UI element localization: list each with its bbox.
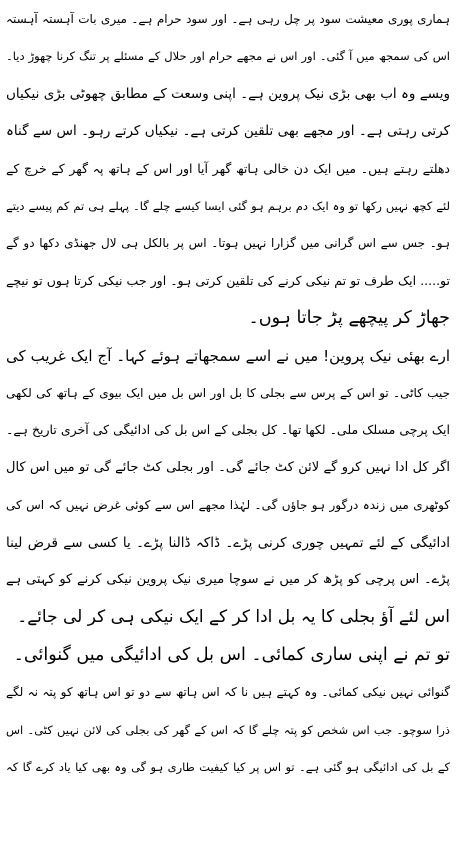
text-line: جھاڑ کر پیچھے پڑ جاتا ہوں۔ xyxy=(248,308,450,329)
text-line: ارے بھئی نیک پروین! میں نے اسے سمجھاتے ہوئے کہا۔ آج ایک غریب کی xyxy=(6,346,450,365)
text-line: ویسے وہ اب بھی بڑی نیک پروین ہے۔ اپنی وسعت کے مطابق چھوٹی بڑی نیکیاں xyxy=(6,85,450,102)
text-line: اس لئے آؤ بجلی کا یہ بل ادا کر کے ایک نیکی ہی کر لی جائے۔ xyxy=(17,607,450,628)
text-line: اس کی سمجھ میں آ گئی۔ اور اس نے مجھے حرام اور حلال کے مسئلے پر تنگ کرنا چھوڑ دیا۔ xyxy=(6,49,450,64)
text-line: ایک پرچی مسلک ملی۔ لکھا تھا۔ کل بجلی کے اس بل کی ادائیگی کی آخری تاریخ ہے۔ xyxy=(6,422,450,438)
text-line: دھلتے رہتے ہیں۔ میں ایک دن خالی ہاتھ گھر آیا اور اس کے ہاتھ پہ گھر کے خرچ کے xyxy=(6,160,450,176)
urdu-text-page xyxy=(6,0,450,858)
text-line: ذرا سوچو۔ جب اس شخص کو پتہ چلے گا کہ اس کے گھر کی بجلی کی لائن نہیں کٹی۔ اس xyxy=(6,722,450,737)
text-line: کرتی رہتی ہے۔ اور مجھے بھی تلقین کرتی ہے۔ نیکیاں کرتے رہو۔ اس سے گناہ xyxy=(6,123,450,140)
text-line: کے بل کی ادائیگی ہو گئی ہے۔ تو اس پر کیا کیفیت طاری ہو گی وہ بھی کیا یاد کرے گا کہ xyxy=(6,760,450,774)
text-line: ہو۔ جس سے اس گرانی میں گزارا نہیں ہوتا۔ اس پر بالکل ہی لال جھنڈی دکھا دو گے xyxy=(6,236,450,251)
text-line: اگر کل ادا نہیں کرو گے لائن کٹ جائے گی۔ اور بجلی کٹ جائے گی تو میں اس کال xyxy=(6,459,450,475)
text-line: تو..... ایک طرف تو تم نیکی کرنے کی تلقین کرتی ہو۔ اور جب نیکی کرتا ہوں تو نیچے xyxy=(6,272,450,288)
text-line: پڑے۔ اس پرچی کو پڑھ کر میں نے سوچا میری نیک پروین نیکی کرنے کو کہتی ہے xyxy=(6,572,450,587)
text-line: کوٹھری میں زندہ درگور ہو جاؤں گی۔ لہٰذا مجھے اس سے کوئی غرض نہیں کہ اس کی xyxy=(6,498,450,513)
text-line: لئے کچھ نہیں رکھا تو وہ ایک دم برہم ہو گئی ایسا کیسے چلے گا۔ پہلے ہی تم کم پیسے دیتے xyxy=(6,199,450,213)
text-line: تو تم نے اپنی ساری کمائی۔ اس بل کی ادائیگی میں گنوائی۔ xyxy=(13,644,450,665)
text-line: ہماری پوری معیشت سود پر چل رہی ہے۔ اور سود حرام ہے۔ میری بات آہستہ آہستہ xyxy=(6,12,450,26)
text-line: ادائیگی کے لئے تمہیں چوری کرنی پڑے۔ ڈاکہ ڈالنا پڑے۔ یا کسی سے قرض لینا xyxy=(6,534,450,551)
text-line: گنوائی نہیں نیکی کمائی۔ وہ کہتے ہیں نا کہ اس ہاتھ سے دو تو اس ہاتھ کو پتہ نہ لگے xyxy=(6,685,450,700)
text-line: جیب کاٹی۔ تو اس کے پرس سے بجلی کا بل اور اس بل میں ایک بیوی کے ہاتھ کی لکھی xyxy=(6,386,450,400)
